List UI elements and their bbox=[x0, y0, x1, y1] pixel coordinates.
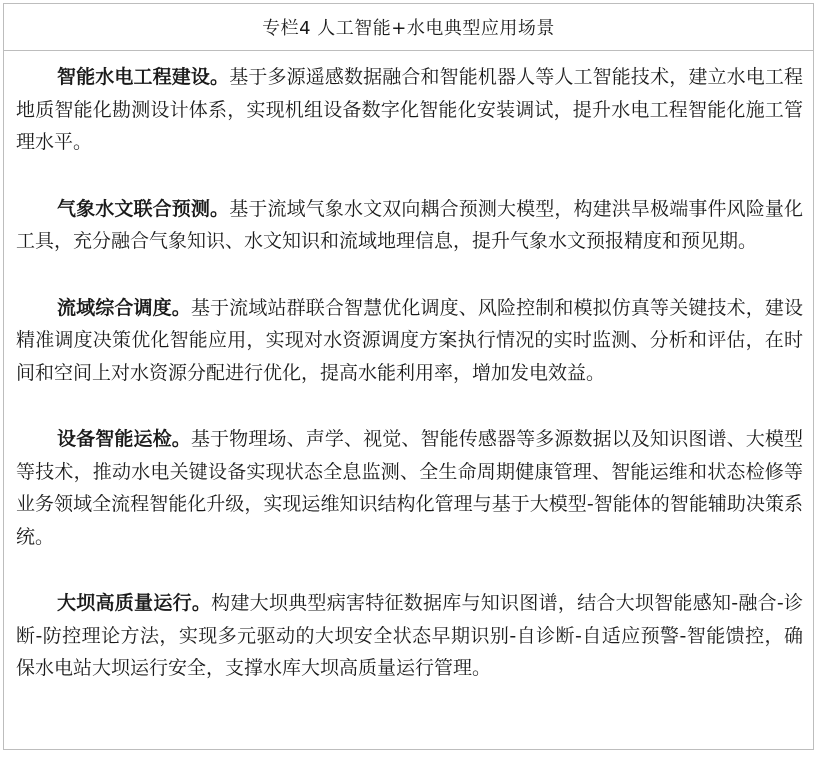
paragraph-text: 构建大坝典型病害特征数据库与知识图谱，结合大坝智能感知-融合-诊断-防控理论方法，实现多元驱动的大坝安全状态早期识别-自诊断-自适应预警-智能馈控，确保水电站大坝运行安全，支撑水库大坝高质量运行管理。 bbox=[16, 592, 803, 679]
box-body bbox=[4, 61, 813, 685]
paragraph-dam-operation bbox=[16, 587, 813, 685]
paragraph-lead: 设备智能运检。 bbox=[57, 428, 191, 450]
paragraph-text: 基于流域气象水文双向耦合预测大模型，构建洪旱极端事件风险量化工具，充分融合气象知识、水文知识和流域地理信息，提升气象水文预报精度和预见期。 bbox=[16, 197, 803, 252]
paragraph-text: 基于多源遥感数据融合和智能机器人等人工智能技术，建立水电工程地质智能化勘测设计体系，实现机组设备数字化智能化安装调试，提升水电工程智能化施工管理水平。 bbox=[16, 66, 803, 153]
box-title: 专栏4 人工智能+水电典型应用场景 bbox=[4, 4, 813, 51]
paragraph-hydropower-construction bbox=[16, 61, 813, 159]
paragraph-lead: 气象水文联合预测。 bbox=[57, 197, 230, 220]
paragraph-text: 基于流域站群联合智慧优化调度、风险控制和模拟仿真等关键技术，建设精准调度决策优化智能应用，实现对水资源调度方案执行情况的实时监测、分析和评估，在时间和空间上对水资源分配进行优化，提高水能利用率，增加发电效益。 bbox=[16, 296, 803, 384]
paragraph-meteo-hydro-forecast bbox=[16, 193, 813, 258]
paragraph-lead: 智能水电工程建设。 bbox=[57, 66, 230, 88]
feature-box bbox=[3, 3, 814, 750]
paragraph-lead: 大坝高质量运行。 bbox=[57, 592, 212, 614]
paragraph-basin-dispatch bbox=[16, 292, 813, 390]
paragraph-lead: 流域综合调度。 bbox=[57, 296, 191, 319]
paragraph-text: 基于物理场、声学、视觉、智能传感器等多源数据以及知识图谱、大模型等技术，推动水电关键设备实现状态全息监测、全生命周期健康管理、智能运维和状态检修等业务领域全流程智能化升级，实现运维知识结构化管理与基于大模型-智能体的智能辅助决策系统。 bbox=[16, 428, 803, 548]
paragraph-equipment-maintenance bbox=[16, 423, 813, 553]
